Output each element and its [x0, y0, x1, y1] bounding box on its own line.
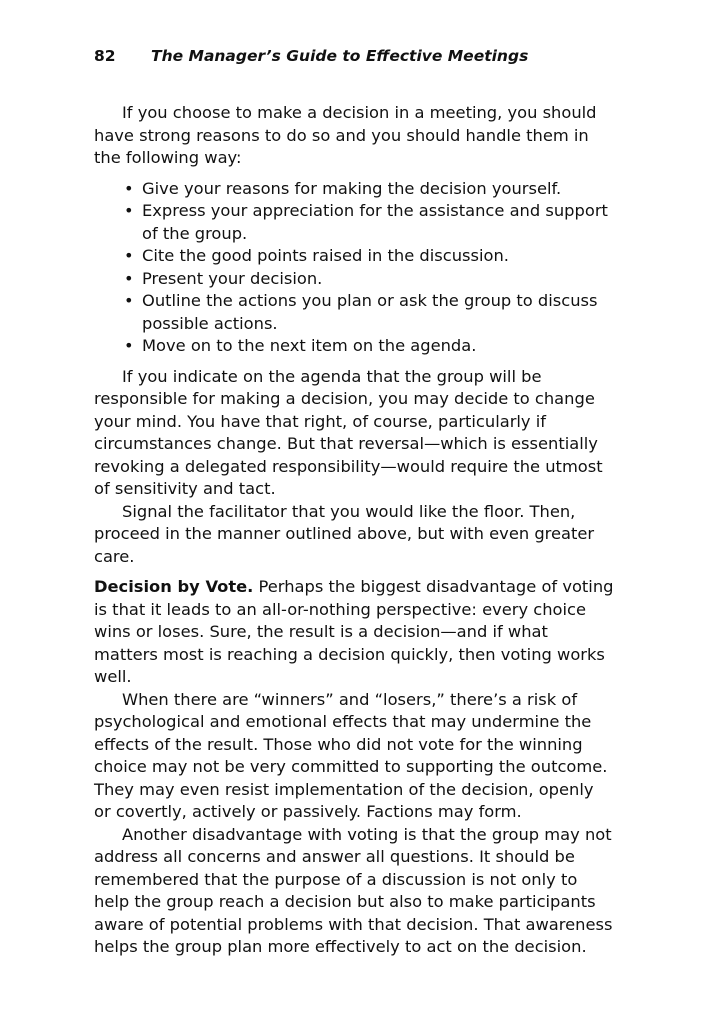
paragraph-decision-by-vote [94, 576, 614, 689]
bullet-icon: • [124, 291, 134, 310]
bullet-item [122, 245, 614, 268]
bullet-item [122, 268, 614, 291]
bullet-item [122, 178, 614, 201]
bullet-text: Give your reasons for making the decision yourself. [142, 178, 562, 198]
bullet-icon: • [124, 336, 134, 355]
bullet-text: Outline the actions you plan or ask the group to discuss possible actions. [142, 291, 598, 333]
paragraph-signal-facilitator: Signal the facilitator that you would like the floor. Then, proceed in the manner outlined above, but with even greater care. [94, 501, 595, 566]
bullet-text: Present your decision. [142, 268, 323, 288]
bullet-item [122, 290, 614, 335]
bullet-list [94, 178, 614, 358]
bullet-text: Cite the good points raised in the discussion. [142, 246, 509, 265]
paragraph-another-disadvantage: Another disadvantage with voting is that the group may not address all concerns and answer all questions. It should be remembered that the purpose of a discussion is not only to help the group reach a decision but also to make participants aware of potential problems with that decision. That awareness helps the group plan more effectively to act on the decision. [94, 824, 613, 956]
book-title: The Manager’s Guide to Effective Meetings [151, 47, 529, 65]
bullet-icon: • [124, 201, 134, 220]
paragraph-change-mind: If you indicate on the agenda that the group will be responsible for making a decision, you may decide to change your mind. You have that right, of course, particularly if circumstances change. But that reversal—which is essentially revoking a delegated responsibility—would require the utmost of sensitivity and tact. [94, 366, 603, 498]
bullet-text: Move on to the next item on the agenda. [142, 336, 477, 355]
section-heading: Decision by Vote. [94, 577, 254, 596]
bullet-item [122, 335, 614, 358]
running-head [94, 44, 614, 68]
bullet-text: Express your appreciation for the assistance and support of the group. [142, 201, 608, 243]
bullet-icon: • [124, 178, 134, 198]
book-page [94, 44, 614, 959]
paragraph-winners-losers: When there are “winners” and “losers,” there’s a risk of psychological and emotional effects that may undermine the effects of the result. Those who did not vote for the winning choice may not be very committed to supporting the outcome. They may even resist implementation of the decision, openly or covertly, actively or passively. Factions may form. [94, 689, 608, 821]
bullet-icon: • [124, 268, 134, 288]
body-text [94, 102, 614, 959]
bullet-icon: • [124, 246, 134, 265]
paragraph-text: Perhaps the biggest disadvantage of voting is that it leads to an all-or-nothing perspective: every choice wins or loses. Sure, the result is a decision—and if what matters most is reaching a decision quickly, then voting works well. [94, 577, 614, 686]
bullet-item [122, 200, 614, 245]
page-number: 82 [94, 47, 116, 65]
intro-paragraph: If you choose to make a decision in a meeting, you should have strong reasons to do so and you should handle them in the following way: [94, 103, 597, 167]
